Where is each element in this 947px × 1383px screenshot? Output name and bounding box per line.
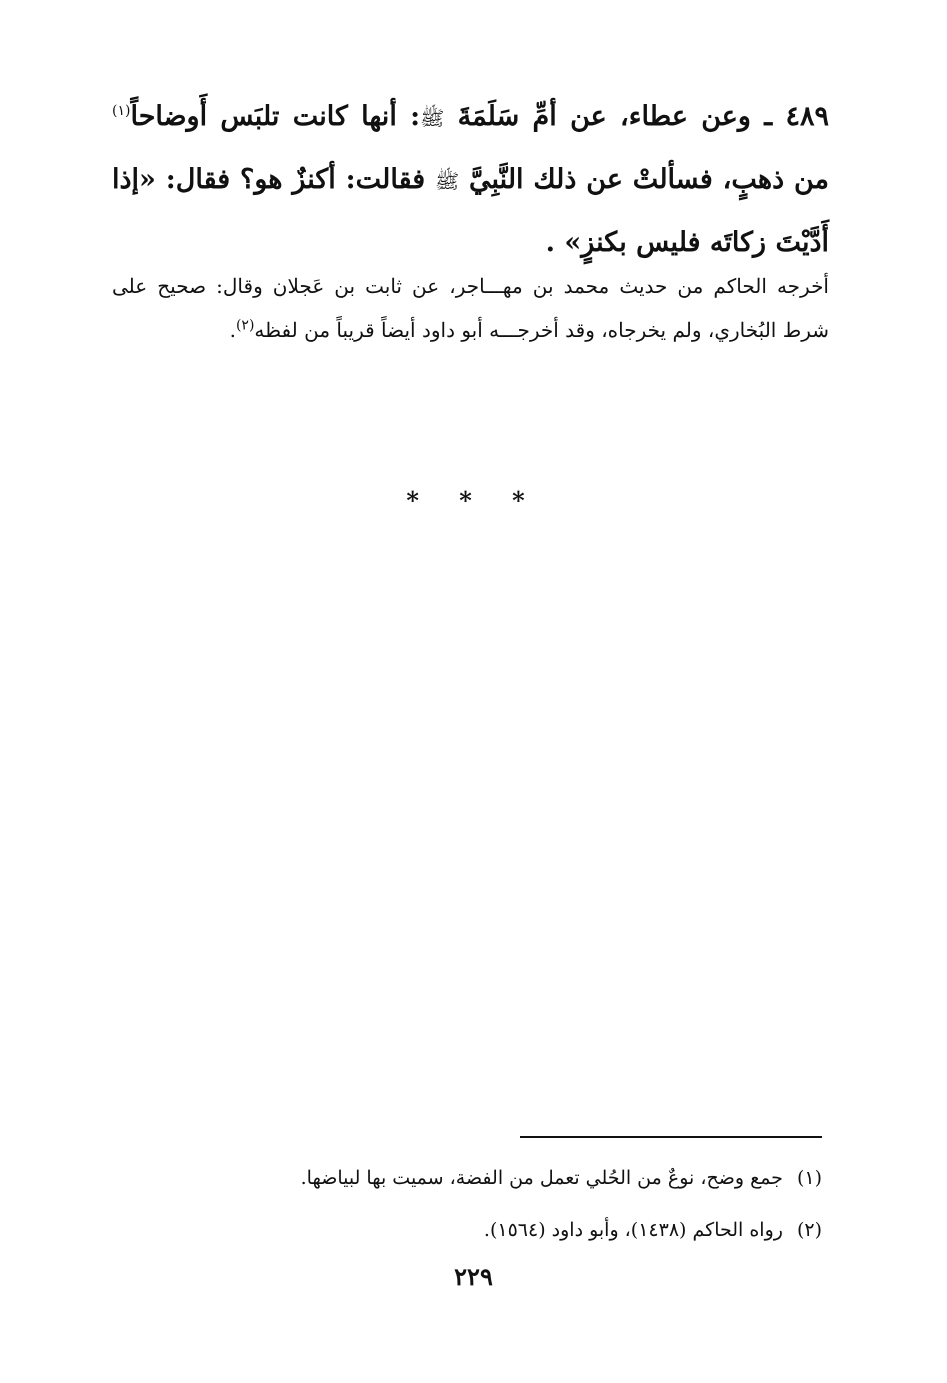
takhrij-paragraph bbox=[112, 264, 829, 352]
section-separator: * * * bbox=[406, 486, 541, 515]
footnote-mark-2: (٢) bbox=[796, 1219, 822, 1241]
hadith-number: ٤٨٩ bbox=[785, 101, 829, 132]
honorific-saw-icon: ﷺ bbox=[435, 169, 460, 193]
takhrij-end: . bbox=[229, 318, 236, 342]
hadith-text-2: : أنها كانت تلبَس أَوضاحاً bbox=[130, 101, 421, 132]
hadith-text-4: فقالت: أكنزٌ هو؟ فقال: bbox=[155, 164, 435, 195]
footnote-divider bbox=[520, 1136, 822, 1138]
page-number: ٢٢٩ bbox=[454, 1262, 493, 1291]
hadith-text-3: من ذهبٍ، فسألتْ عن ذلك النَّبِيَّ bbox=[459, 164, 829, 195]
footnote-1 bbox=[180, 1152, 822, 1204]
takhrij-text: أخرجه الحاكم من حديث محمد بن مهـــاجر، عن ثابت بن عَجلان وقال: صحيح على شرط البُخاري، ولم يخرجاه، وقد أخرجـــه أبو داود أيضاً قريباً من لفظه bbox=[112, 274, 829, 342]
hadith-text-1: وعن عطاء، عن أمِّ سَلَمَةَ bbox=[444, 101, 751, 132]
footnote-ref-2[interactable]: (٢) bbox=[235, 317, 255, 334]
hadith-end: . bbox=[545, 227, 565, 258]
hadith-dash: ـ bbox=[750, 101, 786, 132]
footnotes bbox=[180, 1152, 822, 1256]
prophetic-quote: «إذا أَدَّيْتَ زكاتَه فليس بكنزٍ» bbox=[112, 164, 829, 258]
hadith-489-text bbox=[112, 86, 829, 274]
footnote-text-1: جمع وضح، نوعٌ من الحُلي تعمل من الفضة، سميت بها لبياضها. bbox=[300, 1167, 783, 1189]
honorific-ra-icon: ﷺ bbox=[420, 106, 445, 130]
footnote-2 bbox=[180, 1204, 822, 1256]
footnote-text-2: رواه الحاكم (١٤٣٨)، وأبو داود (١٥٦٤). bbox=[483, 1219, 783, 1241]
footnote-ref-1[interactable]: (١) bbox=[112, 103, 131, 119]
footnote-mark-1: (١) bbox=[796, 1167, 822, 1189]
